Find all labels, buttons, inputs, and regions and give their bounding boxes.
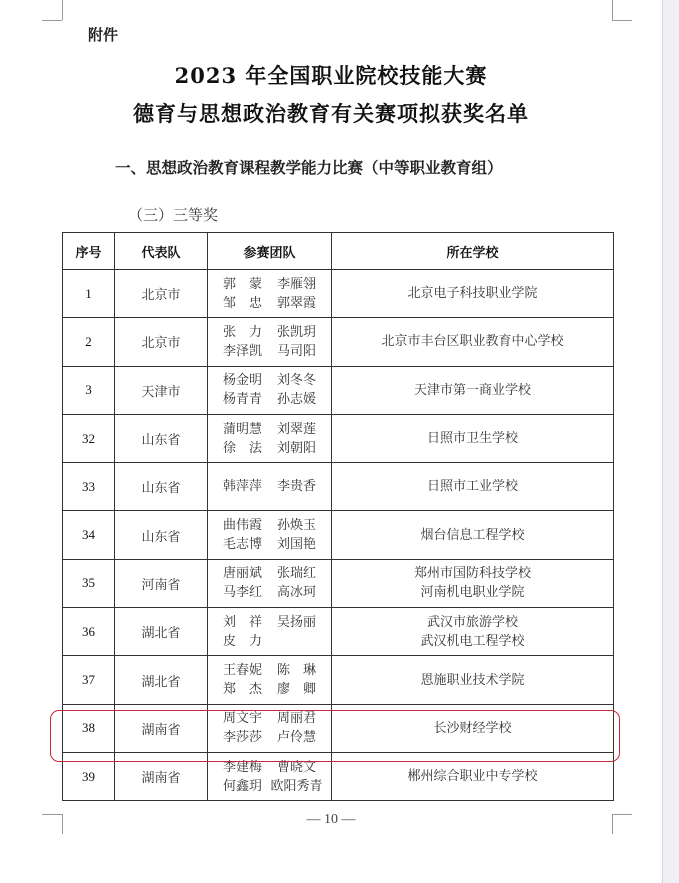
school-cell [332, 463, 614, 511]
team-member: 刘冬冬 [276, 373, 316, 389]
school-cell [332, 559, 614, 607]
crop-mark-top-left-v [62, 0, 63, 20]
team-cell [208, 270, 332, 318]
table-row [63, 270, 614, 318]
header-school: 所在学校 [332, 233, 614, 270]
team-member: 曲伟霞 [222, 518, 262, 534]
team-member: 郭 蒙 [222, 276, 262, 292]
team-cell [208, 414, 332, 462]
team-member: 毛志博 [222, 537, 262, 553]
header-representative: 代表队 [115, 233, 208, 270]
school-name: 河南机电职业学院 [420, 585, 525, 601]
team-member: 陈 琳 [276, 663, 316, 679]
team-member: 欧阳秀青 [270, 778, 323, 794]
team-member: 刘翠莲 [276, 421, 316, 437]
representative-cell: 山东省 [115, 463, 208, 511]
table-row [63, 608, 614, 656]
vertical-scrollbar[interactable] [663, 0, 679, 883]
table-row [63, 511, 614, 559]
representative-cell: 北京市 [115, 318, 208, 366]
table-row [63, 463, 614, 511]
team-member: 杨青青 [222, 392, 262, 408]
row-number: 36 [63, 608, 115, 656]
team-member: 李莎莎 [222, 730, 262, 746]
representative-cell: 湖南省 [115, 704, 208, 752]
row-number: 37 [63, 656, 115, 704]
highlight-outline-row-38 [50, 710, 620, 762]
representative-cell: 山东省 [115, 414, 208, 462]
team-member: 刘国艳 [276, 537, 316, 553]
row-number: 3 [63, 366, 115, 414]
team-member: 曹晓文 [276, 759, 316, 775]
team-member: 高冰珂 [276, 585, 316, 601]
row-number: 38 [63, 704, 115, 752]
school-cell [332, 511, 614, 559]
team-member: 李建梅 [222, 759, 262, 775]
document-title-line1: 2023 年全国职业院校技能大赛 [174, 63, 488, 88]
team-member: 李泽凯 [222, 343, 262, 359]
school-name: 北京市丰台区职业教育中心学校 [381, 334, 564, 350]
team-member: 张 力 [222, 324, 262, 340]
team-member: 唐丽斌 [222, 566, 262, 582]
subsection-heading: （三）三等奖 [128, 206, 219, 224]
representative-cell: 河南省 [115, 559, 208, 607]
row-number: 32 [63, 414, 115, 462]
table-row [63, 656, 614, 704]
school-cell [332, 656, 614, 704]
team-member: 马司阳 [276, 343, 316, 359]
team-member: 韩萍萍 [222, 479, 262, 495]
table-row [63, 318, 614, 366]
row-number: 34 [63, 511, 115, 559]
document-title-line2: 德育与思想政治教育有关赛项拟获奖名单 [133, 101, 529, 126]
team-member: 郭翠霞 [276, 295, 316, 311]
team-member: 李贵香 [276, 479, 316, 495]
team-member: 李雁翎 [276, 276, 316, 292]
team-member: 何鑫玥 [222, 778, 262, 794]
crop-mark-top-right-v [612, 0, 613, 20]
team-member: 徐 法 [222, 440, 262, 456]
school-name: 郴州综合职业中专学校 [407, 769, 538, 785]
team-cell [208, 463, 332, 511]
team-member: 孙志媛 [276, 392, 316, 408]
team-member: 蒲明慧 [222, 421, 262, 437]
header-no: 序号 [63, 233, 115, 270]
representative-cell: 湖北省 [115, 656, 208, 704]
school-name: 长沙财经学校 [433, 720, 512, 736]
row-number: 2 [63, 318, 115, 366]
school-name: 武汉机电工程学校 [420, 633, 525, 649]
team-member: 王春妮 [222, 663, 262, 679]
team-member: 皮 力 [222, 633, 262, 649]
representative-cell: 湖北省 [115, 608, 208, 656]
school-cell [332, 608, 614, 656]
team-cell [208, 318, 332, 366]
row-number: 33 [63, 463, 115, 511]
team-member: 卢伶慧 [276, 730, 316, 746]
team-member: 周文宇 [222, 711, 262, 727]
team-member: 周丽君 [276, 711, 316, 727]
page-number: — 10 — [306, 812, 356, 827]
team-cell [208, 559, 332, 607]
school-cell [332, 270, 614, 318]
team-member: 刘 祥 [222, 614, 262, 630]
school-name: 郑州市国防科技学校 [413, 566, 531, 582]
crop-mark-top-right-h [612, 20, 632, 21]
team-member: 孙焕玉 [276, 518, 316, 534]
team-member: 刘朝阳 [276, 440, 316, 456]
school-cell [332, 318, 614, 366]
representative-cell: 山东省 [115, 511, 208, 559]
team-member: 张瑞红 [276, 566, 316, 582]
representative-cell: 湖南省 [115, 752, 208, 800]
team-member: 杨金明 [222, 373, 262, 389]
table-row [63, 559, 614, 607]
team-member: 马李红 [222, 585, 262, 601]
representative-cell: 天津市 [115, 366, 208, 414]
school-name: 烟台信息工程学校 [420, 527, 525, 543]
row-number: 1 [63, 270, 115, 318]
table-row [63, 414, 614, 462]
school-name: 恩施职业技术学院 [420, 672, 525, 688]
school-cell [332, 414, 614, 462]
team-member: 邹 忠 [222, 295, 262, 311]
team-cell [208, 511, 332, 559]
team-cell [208, 608, 332, 656]
representative-cell: 北京市 [115, 270, 208, 318]
team-member: 郑 杰 [222, 682, 262, 698]
school-name: 北京电子科技职业学院 [407, 286, 538, 302]
row-number: 39 [63, 752, 115, 800]
school-name: 日照市工业学校 [426, 479, 518, 495]
row-number: 35 [63, 559, 115, 607]
school-name: 日照市卫生学校 [426, 431, 518, 447]
team-member: 廖 卿 [276, 682, 316, 698]
school-name: 天津市第一商业学校 [413, 382, 531, 398]
team-cell [208, 366, 332, 414]
header-team: 参赛团队 [208, 233, 332, 270]
school-name: 武汉市旅游学校 [426, 614, 518, 630]
team-cell [208, 656, 332, 704]
table-row [63, 366, 614, 414]
team-member: 吴扬丽 [276, 614, 316, 630]
team-member: 张凯玥 [276, 324, 316, 340]
table-header-row [63, 233, 614, 270]
attachment-label: 附件 [88, 26, 119, 44]
crop-mark-top-left-h [42, 20, 62, 21]
section-heading: 一、思想政治教育课程教学能力比赛（中等职业教育组） [115, 159, 503, 177]
school-cell [332, 366, 614, 414]
